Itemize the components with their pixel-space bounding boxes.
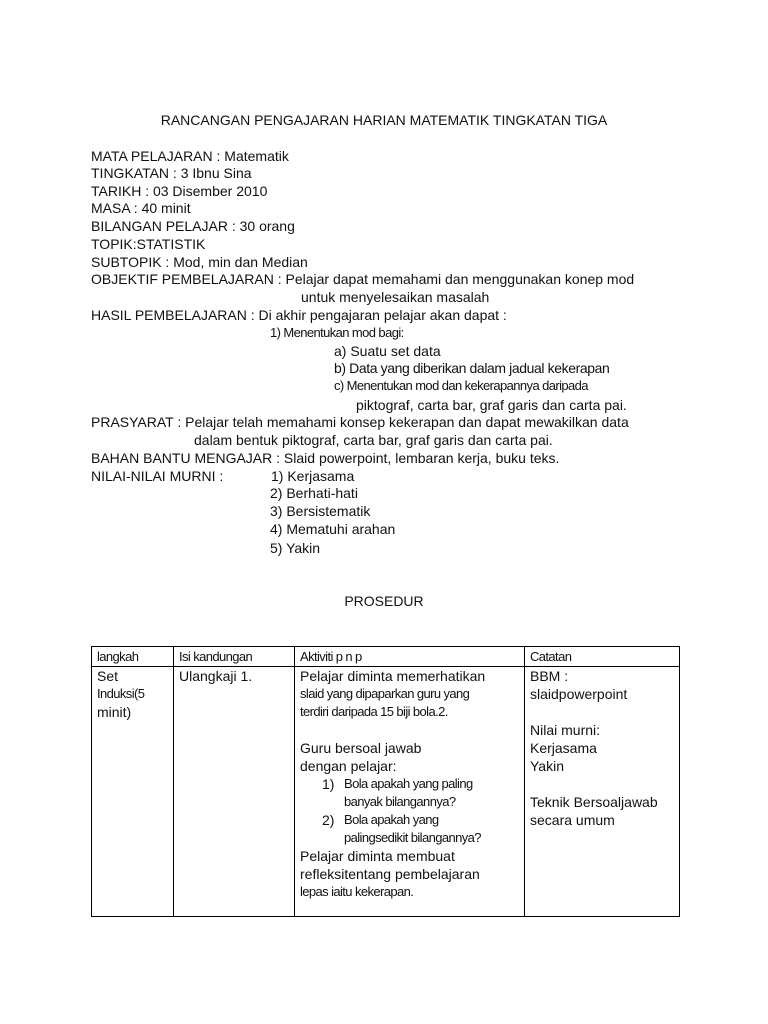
nilai-murni-label: NILAI-NILAI MURNI : bbox=[91, 468, 224, 484]
header-catatan: Catatan bbox=[525, 647, 680, 667]
document-title: RANCANGAN PENGAJARAN HARIAN MATEMATIK TINGKATAN TIGA bbox=[160, 112, 608, 128]
nilai-item-5: 5) Yakin bbox=[270, 540, 321, 556]
hasil-pembelajaran: HASIL PEMBELAJARAN : Di akhir pengajaran pelajar akan dapat : bbox=[91, 307, 507, 323]
table-header-row bbox=[92, 647, 680, 667]
tingkatan: TINGKATAN : 3 Ibnu Sina bbox=[91, 165, 252, 181]
question-2: 2) Bola apakah yang bbox=[322, 812, 439, 828]
bilangan-pelajar: BILANGAN PELAJAR : 30 orang bbox=[91, 218, 295, 234]
cell-isi-kandungan: Ulangkaji 1. bbox=[174, 667, 295, 917]
header-langkah: langkah bbox=[92, 647, 174, 667]
cell-aktiviti: Pelajar diminta memerhatikan slaid yang dipaparkan guru yang terdiri daripada 15 biji bola.2. Guru bersoal jawab dengan pelajar: 1) Bola apakah yang paling banyak bilangannya? 2) Bola apakah yang palingsedikit bilangannya? Pelajar diminta membuat refleksitentang pembelajaran lepas iaitu kekerapan. bbox=[295, 667, 525, 917]
cell-catatan: BBM : slaidpowerpoint Nilai murni: Kerjasama Yakin Teknik Bersoaljawab secara umum bbox=[525, 667, 680, 917]
cell-langkah: Set Induksi(5 minit) bbox=[92, 667, 174, 917]
topik: TOPIK:STATISTIK bbox=[91, 236, 206, 252]
nilai-item-3: 3) Bersistematik bbox=[270, 503, 371, 519]
bahan-bantu-mengajar: BAHAN BANTU MENGAJAR : Slaid powerpoint, lembaran kerja, buku teks. bbox=[91, 450, 560, 466]
table-row bbox=[92, 667, 680, 917]
header-isi-kandungan: Isi kandungan bbox=[174, 647, 295, 667]
hasil-item-a: a) Suatu set data bbox=[334, 343, 441, 359]
prasyarat-line-1: PRASYARAT : Pelajar telah memahami konsep kekerapan dan dapat mewakilkan data bbox=[91, 414, 629, 430]
hasil-item-1: 1) Menentukan mod bagi: bbox=[270, 325, 404, 340]
nilai-item-2: 2) Berhati-hati bbox=[270, 485, 358, 501]
header-aktiviti: Aktiviti p n p bbox=[295, 647, 525, 667]
nilai-item-4: 4) Mematuhi arahan bbox=[270, 521, 396, 537]
prosedur-heading: PROSEDUR bbox=[344, 593, 424, 609]
prosedur-table bbox=[91, 646, 680, 917]
hasil-item-c: c) Menentukan mod dan kekerapannya daripada bbox=[334, 378, 588, 393]
nilai-item-1: 1) Kerjasama bbox=[271, 468, 355, 484]
masa: MASA : 40 minit bbox=[91, 200, 191, 216]
tarikh: TARIKH : 03 Disember 2010 bbox=[91, 183, 268, 199]
prasyarat-line-2: dalam bentuk piktograf, carta bar, graf garis dan carta pai. bbox=[194, 432, 553, 448]
objektif-line-2: untuk menyelesaikan masalah bbox=[301, 289, 490, 305]
hasil-item-c-cont: piktograf, carta bar, graf garis dan carta pai. bbox=[356, 397, 627, 413]
mata-pelajaran: MATA PELAJARAN : Matematik bbox=[91, 148, 289, 164]
hasil-item-b: b) Data yang diberikan dalam jadual kekerapan bbox=[334, 360, 610, 376]
objektif-line-1: OBJEKTIF PEMBELAJARAN : Pelajar dapat memahami dan menggunakan konep mod bbox=[91, 271, 635, 287]
subtopik: SUBTOPIK : Mod, min dan Median bbox=[91, 254, 308, 270]
question-1: 1) Bola apakah yang paling bbox=[322, 776, 473, 792]
